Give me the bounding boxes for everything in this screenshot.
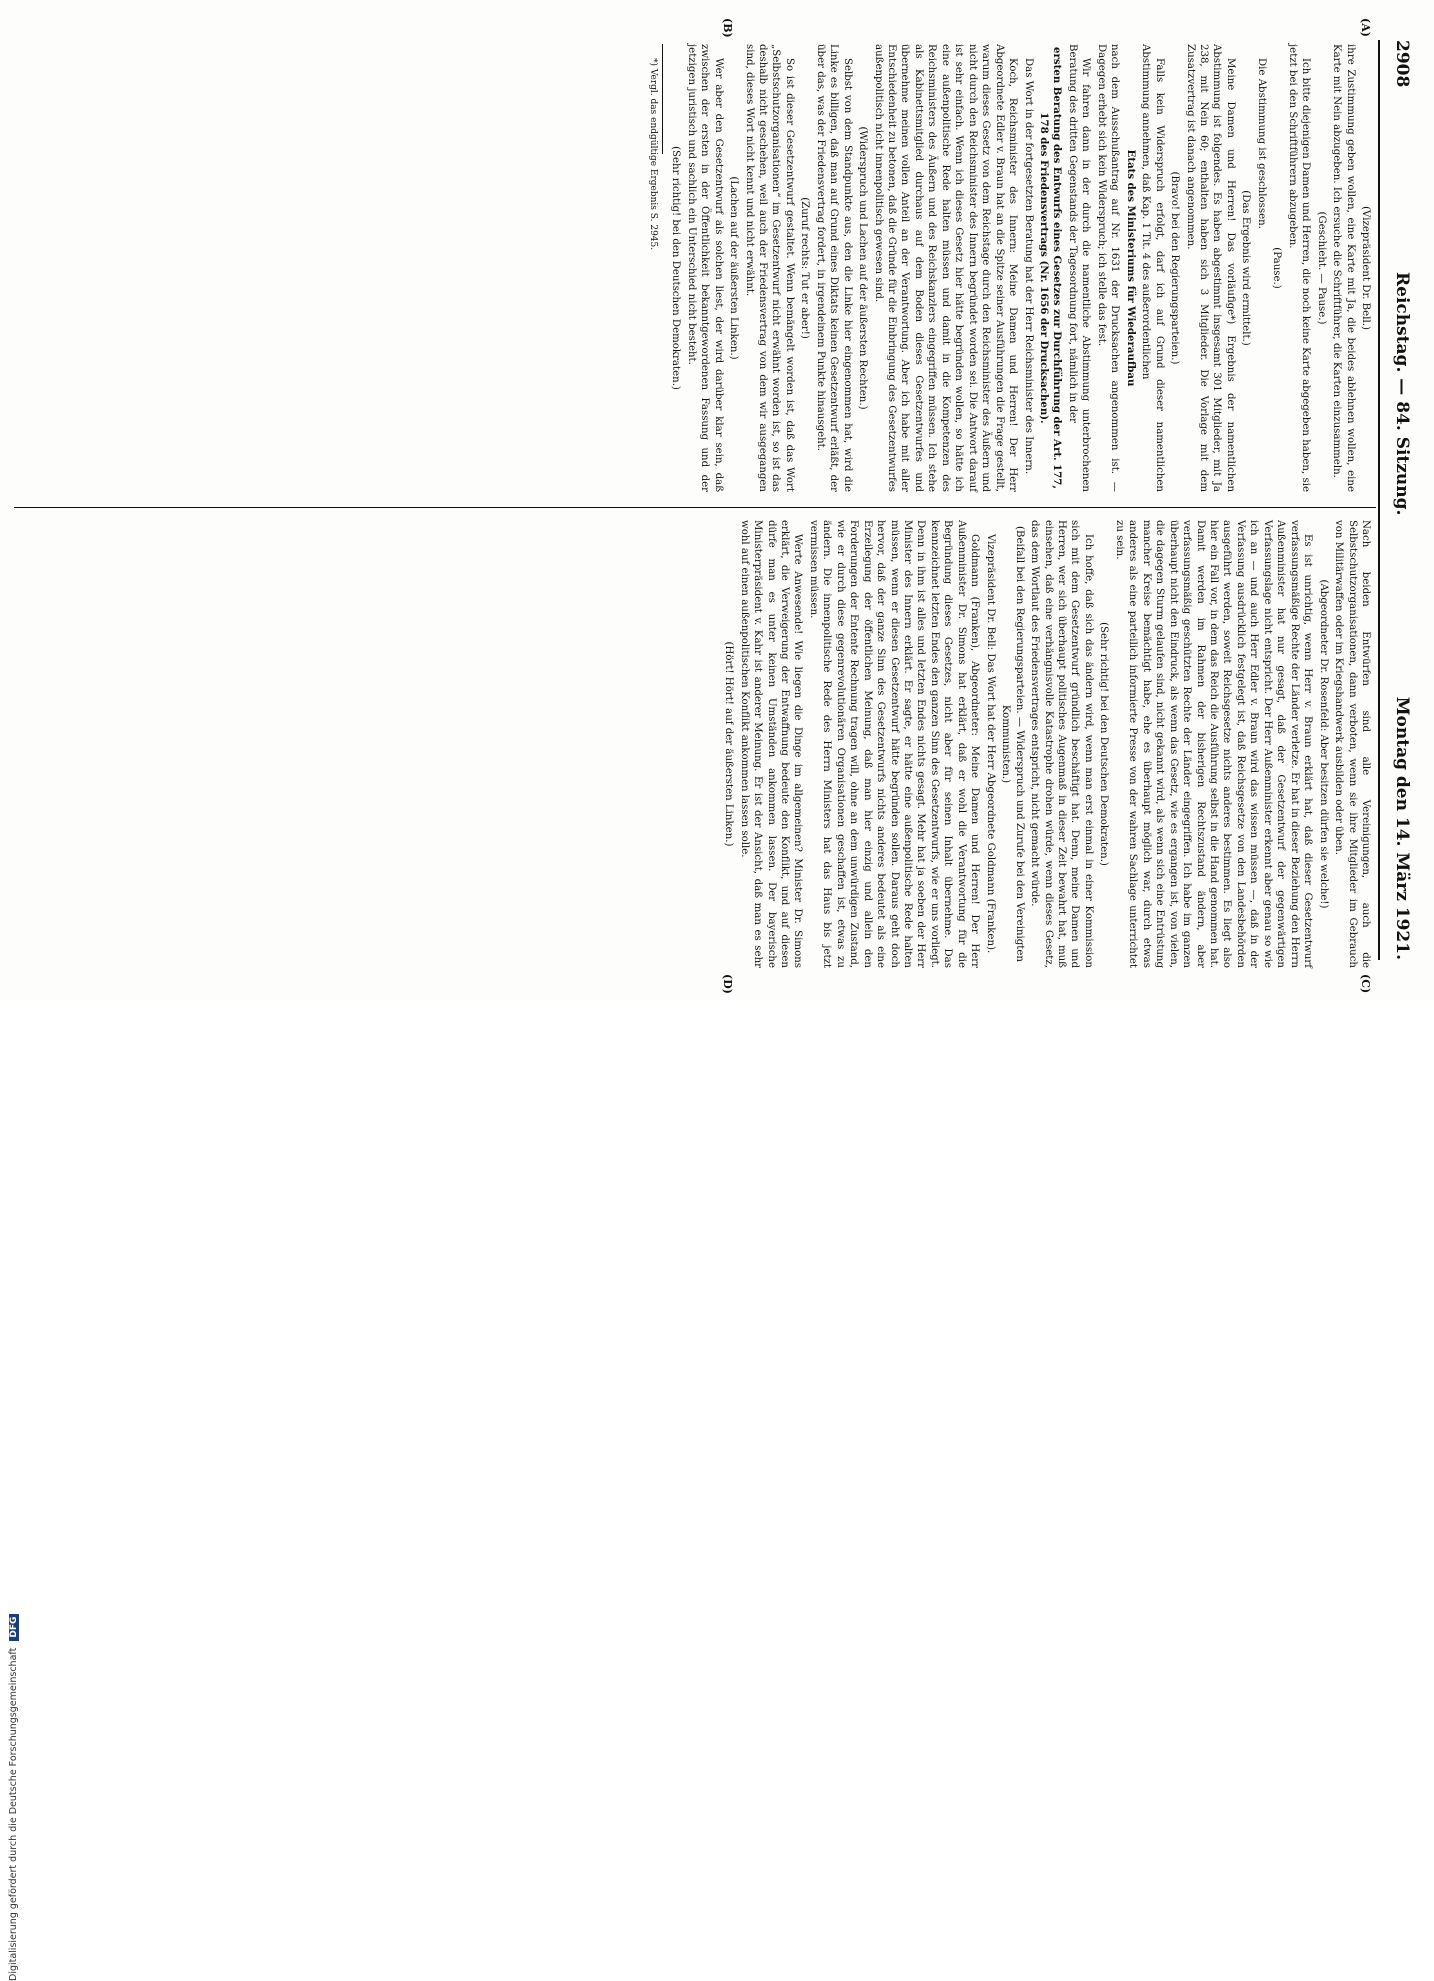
paragraph: Vizepräsident Dr. Bell: Das Wort hat der Herr Abgeordnete Goldmann (Franken). xyxy=(984,534,996,954)
paragraph: Das Wort in der fortgesetzten Beratung hat der Herr Reichsminister des Innern. xyxy=(1022,58,1034,475)
stage-direction: (Beifall bei den Regierungsparteien. — Widerspruch und Zurufe bei den Vereinigten Kommunisten.) xyxy=(1000,525,1025,962)
paragraph: Wir fahren dann in der durch die namentliche Abstimmung unterbrochenen Beratung des dritten Gegenstands der Tagesordnung fort, nämlich in der xyxy=(1066,44,1092,492)
margin-marker-c: (C) xyxy=(1359,974,1372,994)
stage-direction: (Hört! Hört! auf der äußersten Linken.) xyxy=(723,641,735,847)
stage-direction: (Sehr richtig! bei den Deutschen Demokraten.) xyxy=(670,146,682,390)
page-header xyxy=(1384,40,1412,960)
margin-marker-d: (D) xyxy=(721,974,734,994)
stage-direction: (Abgeordneter Dr. Rosenfeld: Aber besitzen dürfen sie welche!) xyxy=(1317,579,1329,909)
paragraph: Werte Anwesende! Wie liegen die Dinge im allgemeinen? Minister Dr. Simons erklärt, die Verweigerung der Entwaffnung bedeute den Konflikt, und auf diesen dürfe man es unter keinen Umständen ankommen lassen. Der bayerische Ministerpräsident v. Kahr ist anderer Meinung. Er ist der Ansicht, daß man es sehr wohl auf einen außenpolitischen Konflikt ankommen lassen solle. xyxy=(738,520,804,968)
margin-marker-a: (A) xyxy=(1359,18,1372,37)
left-column xyxy=(643,44,1372,492)
section-heading: ersten Beratung des Entwurfs eines Gesetzes zur Durchführung der Art. 177, 178 des Friedensvertrags (Nr. 1656 der Drucksachen). xyxy=(1038,47,1064,489)
speech-paragraph: Goldmann (Franken), Abgeordneter: Meine Damen und Herren! Der Herr Außenminister Dr. Simons hat erklärt, daß er wohl die Verantwortung für die Begründung dieses Gesetzes, nicht aber für seinen Inhalt übernehme. Das kennzeichnet letzten Endes den ganzen Sinn des Gesetzentwurfs, wie er uns vorliegt. Denn in ihm ist alles und letzten Endes nichts gesagt. Mehr hat ja soeben der Herr Minister des Innern erklärt. Er sagte, er hätte eine außenpolitische Rede halten müssen, wenn er diesen Gesetzentwurf hätte begründen sollen. Daraus geht doch hervor, daß der ganze Sinn des Gesetzentwurfs nichts anderes bedeutet als eine Erzeilegung der öffentlichen Meinung, daß man hier einzig und allein den Forderungen der Entente Rechnung tragen will, ohne an dem unwürdigen Zustand, wie er durch diese gegenrevolutionären Organisationen geschaffen ist, etwas zu ändern. Die innenpolitische Rede des Herrn Ministers hat das Haus bis jetzt vermissen müssen. xyxy=(807,520,981,968)
paragraph: Ich hoffe, daß sich das ändern wird, wenn man erst einmal in einer Kommission sich mit dem Gesetzentwurf gründlich beschäftigt hat. Denn, meine Damen und Herren, wer sich überhaupt politisches Augenmaß in dieser Zeit bewahrt hat, muß einsehen, daß eine verhängnisvolle Katastrophe drohen würde, wenn dieses Gesetz, das dem Wortlaut des Friedensvertrages entspricht, nicht gemacht würde. xyxy=(1029,520,1094,968)
stage-direction: (Zuruf rechts: Tut er aber!) xyxy=(799,197,811,339)
column-divider xyxy=(14,507,1376,508)
paragraph: Nach beiden Entwürfen sind alle Vereinigungen, auch die Selbstschutzorganisationen, dann verboten, wenn sie ihre Mitglieder im Gebrauch von Militärwaffen oder im Kriegshandwerk ausbilden oder üben. xyxy=(1333,520,1371,968)
digitization-text: Digitalisierung gefördert durch die Deutsche Forschungsgemeinschaft xyxy=(8,1647,19,1981)
stage-direction: (Bravo! bei den Regierungsparteien.) xyxy=(1169,171,1181,365)
paragraph: Meine Damen und Herren! Das vorläufige*) Ergebnis der namentlichen Abstimmung ist folgendes. Es haben abgestimmt insgesamt 301 Mitglieder, mit Ja 238, mit Nein 60; enthalten haben sich 3 Mitglieder. Die Vorlage mit dem Zusatzvertrag ist danach angenommen. xyxy=(1184,44,1236,492)
paragraph: ihre Zustimmung geben wollen, eine Karte mit Ja, die beides ablehnen wollen, eine Karte mit Nein abzugeben. Ich ersuche die Schriftführer, die Karten einzusammeln. xyxy=(1331,44,1356,492)
paragraph: Ich bitte diejenigen Damen und Herren, die noch keine Karte abgegeben haben, sie jetzt bei den Schriftführern abzugeben. xyxy=(1286,44,1312,492)
header-date: Montag den 14. März 1921. xyxy=(1392,696,1412,960)
digitization-note xyxy=(8,1221,19,1981)
stage-direction: (Sehr richtig! bei den Deutschen Demokraten.) xyxy=(1098,622,1110,866)
paragraph: nach dem Ausschußantrag auf Nr. 1631 der Drucksachen angenommen ist. — Dagegen erhebt sich kein Widerspruch; ich stelle das fest. xyxy=(1095,44,1121,492)
paragraph: Es ist unrichtig, wenn Herr v. Braun erklärt hat, daß dieser Gesetzentwurf verfassungsmäßige Rechte der Länder verletze. Er hat in dieser Beziehung den Herrn Außenminister hat nur gesagt, daß der Gesetzentwurf der gegenwärtigen Verfassungslage nicht entspricht. Der Herr Außenminister erkennt aber genau so wie ich an — und auch Herr Edler v. Braun wird das wissen müssen —, daß in der Verfassung ausdrücklich festgelegt ist, daß Reichsgesetze von den Landesbehörden ausgeführt werden, soweit Reichsgesetze nichts anderes bestimmen. Es liegt also hier ein Fall vor, in dem das Reich die Ausführung selbst in die Hand genommen hat. Damit werden im Rahmen der bisherigen Rechtszustand ändern, aber verfassungsmäßig geschützten Rechte der Länder eingegriffen. Ich habe im ganzen überhaupt nicht den Eindruck, als wenn das Gesetz, wie es ergangen ist, von vielen, die dagegen Sturm gelaufen sind, nicht gekannt wird, als wenn sich eine Entrüstung mancher Kreise bemächtigt habe, ehe es überhaupt möglich war, durch etwas anderes als eine parteilich informierte Presse von der wahren Sachlage unterrichtet zu sein. xyxy=(1113,520,1314,968)
header-rule xyxy=(1378,40,1380,960)
header-title: Reichstag. — 84. Sitzung. xyxy=(1392,272,1412,516)
paragraph: So ist dieser Gesetzentwurf gestaltet. Wenn bemängelt worden ist, daß das Wort „Selbstschutzorganisationen“ im Gesetzentwurf nicht erwähnt worden ist, so ist das deshalb nicht geschehen, weil auch der Friedensvertrag von dem wir ausgegangen sind, dieses Wort nicht kennt und nicht erwähnt. xyxy=(743,44,795,492)
stage-direction: (Das Ergebnis wird ermittelt.) xyxy=(1240,190,1252,346)
footnote: *) Vergl. das endgültige Ergebnis S. 2945. xyxy=(647,58,658,251)
stage-direction: (Widerspruch und Lachen auf der äußersten Rechten.) xyxy=(857,126,869,410)
stage-direction: (Pause.) xyxy=(1271,247,1283,289)
stage-direction: (Lachen auf der äußersten Linken.) xyxy=(728,176,740,360)
section-heading: Etats des Ministeriums für Wiederaufbau xyxy=(1124,149,1137,387)
speech-paragraph: Koch, Reichsminister des Innern: Meine Damen und Herren! Der Herr Abgeordnete Edler v. Braun hat an die Spitze seiner Ausführungen die Frage gestellt, warum dieses Gesetz von dem Reichstage durch den Reichsminister des Äußern und nicht durch den Reichsminister des Innern begründet worden sei. Die Antwort darauf ist sehr einfach. Wenn ich dieses Gesetz hier hätte begründen wollen, so hätte ich eine außenpolitische Rede halten müssen und damit in die Kompetenzen des Reichsministers des Äußern und des Reichskanzlers eingegriffen müssen. Ich stehe als Kabinettsmitglied durchaus auf dem Boden dieses Gesetzentwurfes und übernehme meinen vollen Anteil an der Verantwortung. Aber ich habe mit aller Entschiedenheit zu betonen, daß die Gründe für die Einbringung des Gesetzentwurfes außenpolitisch nicht innenpolitisch gewesen sind. xyxy=(872,44,1019,492)
page-number: 2908 xyxy=(1392,40,1412,88)
right-column xyxy=(720,520,1372,968)
paragraph: Selbst von dem Standpunkte aus, den die Linke hier eingenommen hat, wird die Linke es billigen, daß man auf Grund eines Diktats keinen Gesetzentwurf erläßt, der über das, was der Friedensvertrag fordert, in irgendeinem Punkte hinausgeht. xyxy=(814,44,853,492)
speaker-note: (Vizepräsident Dr. Bell.) xyxy=(1360,206,1371,330)
dfg-logo: DFG xyxy=(9,1614,19,1641)
paragraph: Falls kein Widerspruch erfolgt, darf ich auf Grund dieser namentlichen Abstimmung annehmen, daß Kap. 1 Tit. 4 des außerordentlichen xyxy=(1140,44,1165,492)
paragraph: Die Abstimmung ist geschlossen. xyxy=(1255,58,1267,229)
footnote-rule xyxy=(662,44,663,154)
margin-marker-b: (B) xyxy=(721,18,734,38)
paragraph: Wer aber den Gesetzentwurf als solchen liest, der wird darüber klar sein, daß zwischen der ersten in der Öffentlichkeit bekanntgewordenen Fassung und der jetzigen juristisch und sachlich ein Unterschied nicht besteht. xyxy=(685,44,724,492)
stage-direction: (Geschieht. — Pause.) xyxy=(1315,211,1327,325)
